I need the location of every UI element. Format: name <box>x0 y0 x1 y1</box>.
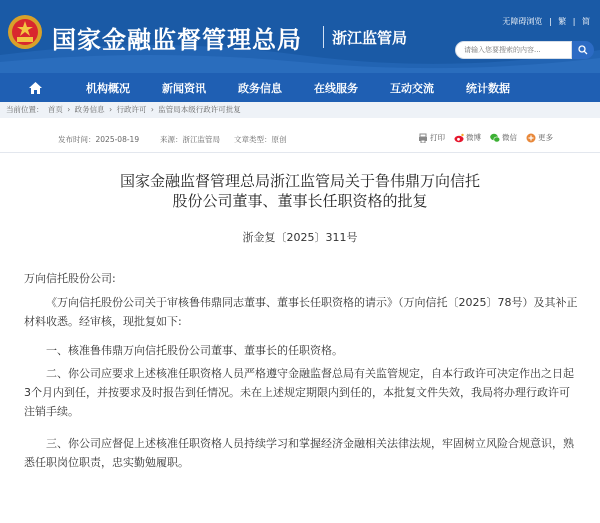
article-source: 来源：浙江监管局 <box>160 135 220 144</box>
accessibility-link[interactable]: 无障碍浏览 <box>502 17 543 26</box>
plus-circle-icon <box>526 133 536 143</box>
breadcrumb-home[interactable]: 首页 <box>47 105 63 114</box>
main-nav <box>0 73 600 102</box>
meta-divider <box>0 152 600 153</box>
breadcrumb-admin-license[interactable]: 行政许可 <box>116 105 147 114</box>
site-header <box>0 0 600 73</box>
top-link-separator: | <box>548 17 552 26</box>
breadcrumb-label: 当前位置： <box>6 105 44 114</box>
nav-item-statistics[interactable]: 统计数据 <box>466 81 510 95</box>
breadcrumb-separator: › <box>67 105 71 114</box>
document-title-line-1: 国家金融监督管理总局浙江监管局关于鲁伟鼎万向信托 <box>119 172 480 190</box>
publish-time: 发布时间：2025-08-19 <box>58 135 140 144</box>
article-meta <box>0 130 600 148</box>
more-label: 更多 <box>538 133 553 142</box>
wechat-share-button[interactable] <box>490 132 517 143</box>
wechat-icon <box>490 133 500 143</box>
printer-icon <box>418 133 428 143</box>
document-title-line-2: 股份公司董事、董事长任职资格的批复 <box>172 192 428 210</box>
search-icon <box>578 45 588 55</box>
document-paragraph-1: 一、核准鲁伟鼎万向信托股份公司董事、董事长的任职资格。 <box>46 344 343 357</box>
breadcrumb-separator: › <box>109 105 113 114</box>
nav-item-about[interactable]: 机构概况 <box>86 81 130 95</box>
search-button[interactable] <box>572 41 594 59</box>
breadcrumb-current[interactable]: 监管局本级行政许可批复 <box>158 105 241 114</box>
site-title[interactable]: 国家金融监督管理总局 <box>52 26 302 54</box>
weibo-icon <box>454 133 464 143</box>
top-links <box>498 16 590 27</box>
print-label: 打印 <box>430 133 445 142</box>
nav-home[interactable] <box>0 73 70 102</box>
document-addressee: 万向信托股份公司: <box>24 272 116 285</box>
more-share-button[interactable] <box>526 132 553 143</box>
print-button[interactable] <box>418 132 445 143</box>
breadcrumb-government-info[interactable]: 政务信息 <box>74 105 105 114</box>
simplified-chinese-link[interactable]: 简 <box>582 17 590 26</box>
bureau-name[interactable]: 浙江监管局 <box>332 29 408 47</box>
nav-item-interaction[interactable]: 互动交流 <box>390 81 434 95</box>
search-input[interactable] <box>455 41 572 59</box>
wechat-label: 微信 <box>502 133 517 142</box>
home-icon <box>29 82 42 94</box>
nav-item-online-service[interactable]: 在线服务 <box>314 81 358 95</box>
breadcrumb-separator: › <box>150 105 154 114</box>
document-paragraph-2: 二、你公司应要求上述核准任职资格人员严格遵守金融监督总局有关监管规定，自本行政许可决定作出之日起3个月内到任，并按要求及时报告到任情况。未在上述规定期限内到任的，本批复文件失效，我局将办理行政许可注销手续。 <box>24 367 574 418</box>
top-link-separator: | <box>572 17 576 26</box>
document-paragraph-3: 三、你公司应督促上述核准任职资格人员持续学习和掌握经济金融相关法律法规，牢固树立风险合规意识，熟悉任职岗位职责，忠实勤勉履职。 <box>24 437 574 469</box>
article-type: 文章类型：原创 <box>234 135 287 144</box>
national-emblem-icon <box>6 12 44 52</box>
nav-item-government-info[interactable]: 政务信息 <box>238 81 282 95</box>
document-paragraph-intro: 《万向信托股份公司关于审核鲁伟鼎同志董事、董事长任职资格的请示》（万向信托〔2025〕78号）及其补正材料收悉。经审核，现批复如下: <box>24 296 578 328</box>
weibo-share-button[interactable] <box>454 132 481 143</box>
breadcrumb <box>0 102 600 118</box>
nav-item-news[interactable]: 新闻资讯 <box>162 81 206 95</box>
title-divider <box>323 26 324 48</box>
document-number: 浙金复〔2025〕311号 <box>242 231 358 244</box>
weibo-label: 微博 <box>466 133 481 142</box>
traditional-chinese-link[interactable]: 繁 <box>558 17 567 26</box>
